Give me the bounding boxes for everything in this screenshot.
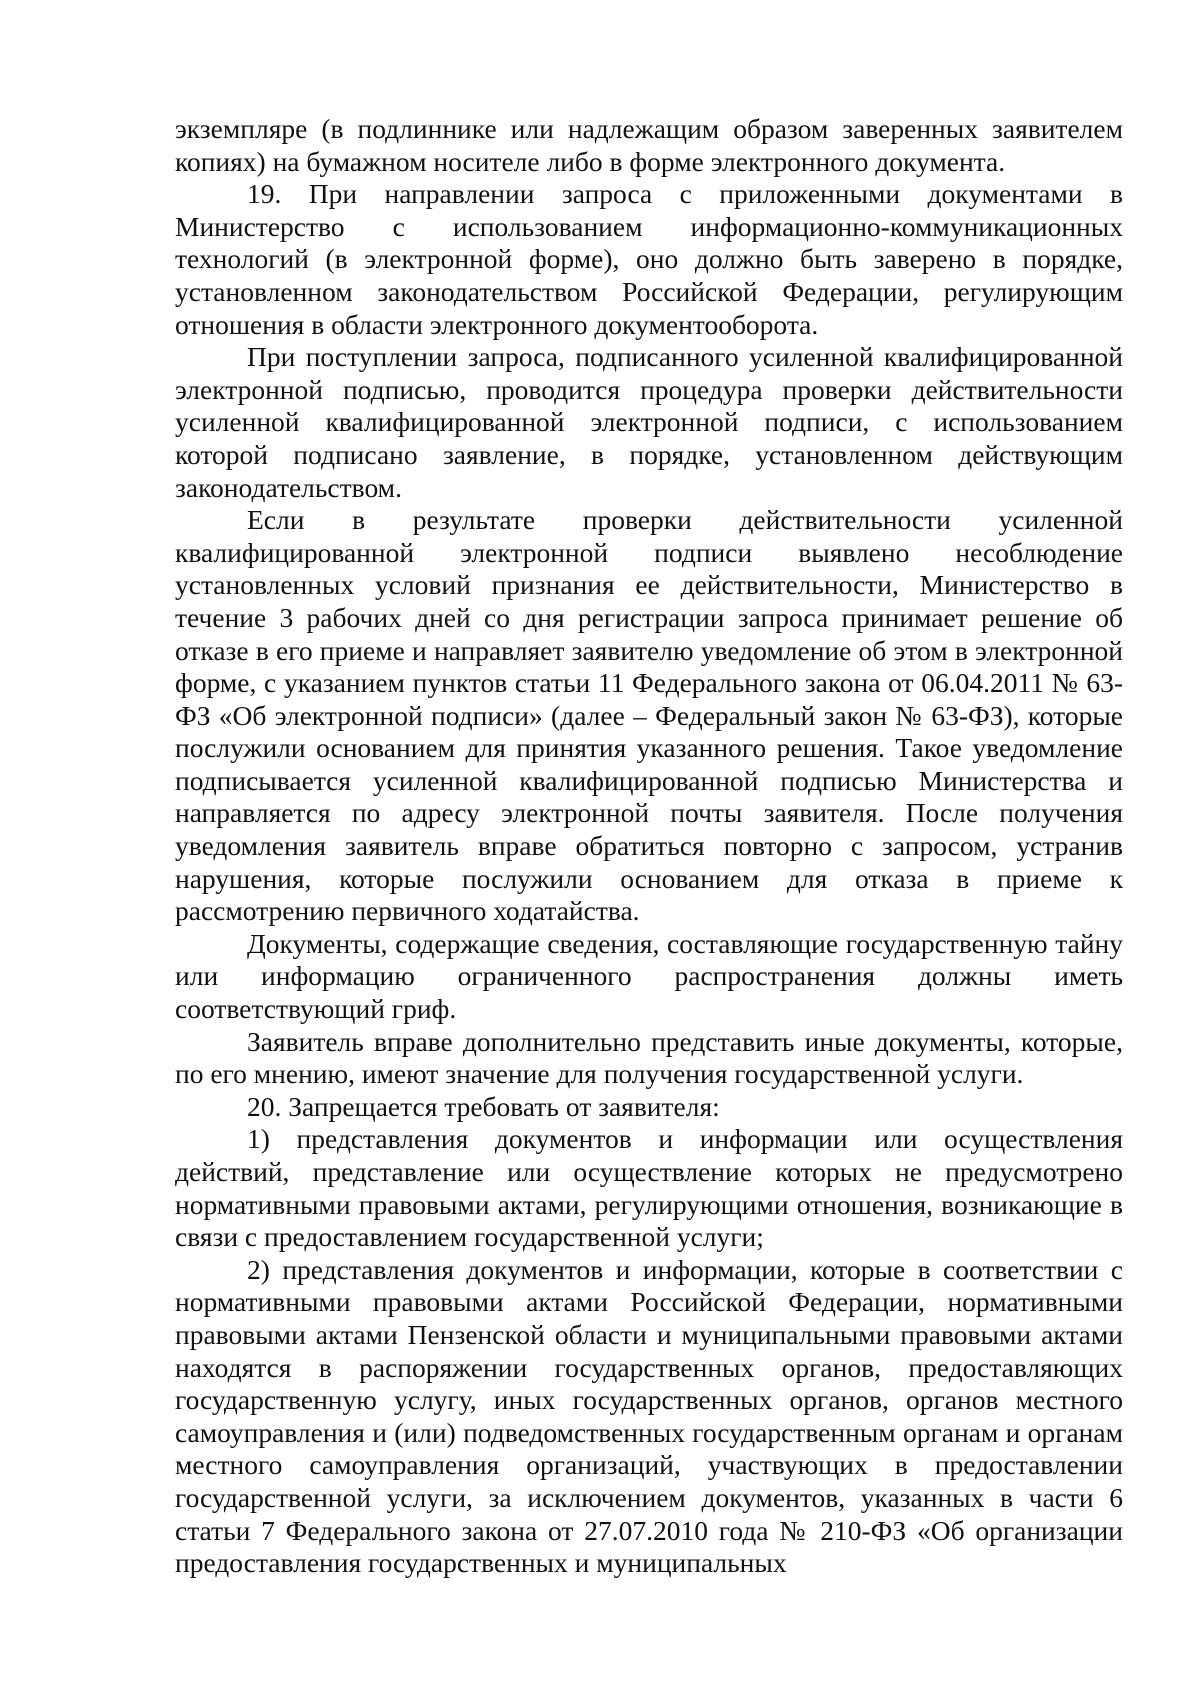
paragraph-additional-documents: Заявитель вправе дополнительно представить иные документы, которые, по его мнению, имеют значение для получения государственной услуги.: [175, 1025, 1123, 1090]
paragraph-continuation: экземпляре (в подлиннике или надлежащим образом заверенных заявителем копиях) на бумажном носителе либо в форме электронного документа.: [175, 113, 1123, 177]
paragraph-signature-check: При поступлении запроса, подписанного усиленной квалифицированной электронной подписью, проводится процедура проверки действительности усиленной квалифицированной электронной подписи, с использованием которой подписано заявление, в порядке, установленном действующим законодательством.: [175, 341, 1123, 503]
document-body: [175, 113, 1123, 1580]
paragraph-classified-documents: Документы, содержащие сведения, составляющие государственную тайну или информацию ограниченного распространения должны иметь соответствующий гриф.: [175, 927, 1123, 1025]
paragraph-item-20: 20. Запрещается требовать от заявителя:: [247, 1090, 720, 1122]
paragraph-subitem-1: 1) представления документов и информации или осуществления действий, представление или осуществление которых не предусмотрено нормативными правовыми актами, регулирующими отношения, возникающие в связи с предоставлением государственной услуги;: [175, 1123, 1123, 1253]
paragraph-signature-invalid: Если в результате проверки действительности усиленной квалифицированной электронной подписи выявлено несоблюдение установленных условий признания ее действительности, Министерство в течение 3 рабочих дней со дня регистрации запроса принимает решение об отказе в его приеме и направляет заявителю уведомление об этом в электронной форме, с указанием пунктов статьи 11 Федерального закона от 06.04.2011 № 63-ФЗ «Об электронной подписи» (далее – Федеральный закон № 63-ФЗ), которые послужили основанием для принятия указанного решения. Такое уведомление подписывается усиленной квалифицированной подписью Министерства и направляется по адресу электронной почты заявителя. После получения уведомления заявитель вправе обратиться повторно с запросом, устранив нарушения, которые послужили основанием для отказа в приеме к рассмотрению первичного ходатайства.: [175, 504, 1123, 927]
paragraph-item-19: 19. При направлении запроса с приложенными документами в Министерство с использованием информационно-коммуникационных технологий (в электронной форме), оно должно быть заверено в порядке, установленном законодательством Российской Федерации, регулирующим отношения в области электронного документооборота.: [175, 178, 1123, 340]
paragraph-subitem-2: 2) представления документов и информации, которые в соответствии с нормативными правовыми актами Российской Федерации, нормативными правовыми актами Пензенской области и муниципальными правовыми актами находятся в распоряжении государственных органов, предоставляющих государственную услугу, иных государственных органов, органов местного самоуправления и (или) подведомственных государственным органам и органам местного самоуправления организаций, участвующих в предоставлении государственной услуги, за исключением документов, указанных в части 6 статьи 7 Федерального закона от 27.07.2010 года № 210-ФЗ «Об организации предоставления государственных и муниципальных: [175, 1253, 1123, 1579]
